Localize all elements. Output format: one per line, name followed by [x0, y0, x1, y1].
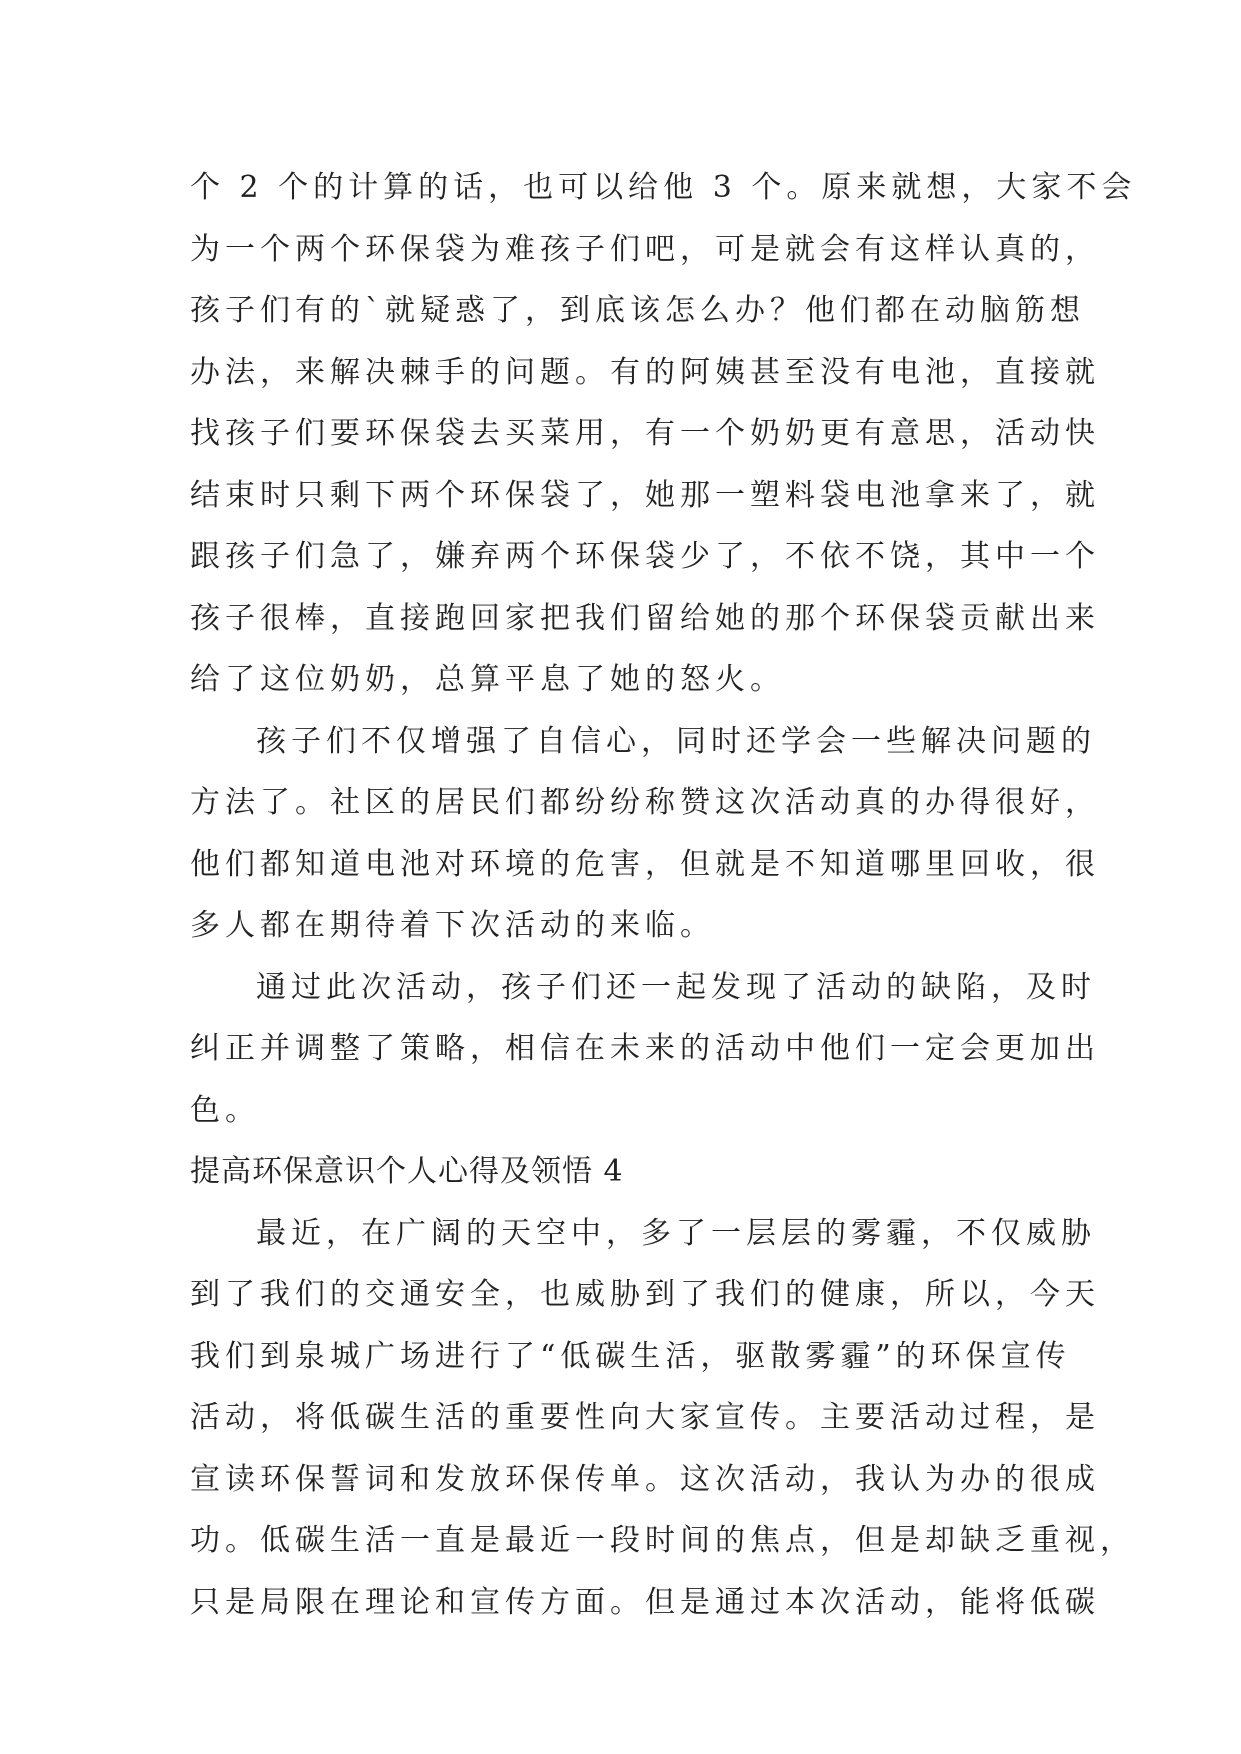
text-line: 为一个两个环保袋为难孩子们吧，可是就会有这样认真的， [190, 231, 1100, 267]
paragraph [190, 957, 1100, 1142]
text-line: 方法了。社区的居民们都纷纷称赞这次活动真的办得很好， [190, 785, 1100, 820]
text-line: 找孩子们要环保袋去买菜用，有一个奶奶更有意思，活动快 [190, 416, 1100, 451]
text-line: 纠正并调整了策略，相信在未来的活动中他们一定会更加出 [190, 1031, 1100, 1066]
text-line: 给了这位奶奶，总算平息了她的怒火。 [190, 662, 785, 697]
text-line: 办法，来解决棘手的问题。有的阿姨甚至没有电池，直接就 [190, 354, 1100, 390]
text-line: 孩子们有的`就疑惑了，到底该怎么办？他们都在动脑筋想 [190, 293, 1085, 328]
text-line: 色。 [190, 1092, 260, 1128]
text-line: 他们都知道电池对环境的危害，但就是不知道哪里回收，很 [190, 846, 1100, 882]
paragraph [190, 157, 1137, 711]
text-line: 多人都在期待着下次活动的来临。 [190, 908, 715, 943]
paragraph [190, 1203, 1135, 1634]
text-line: 我们到泉城广场进行了“低碳生活，驱散雾霾”的环保宣传 [190, 1338, 1071, 1374]
text-line: 只是局限在理论和宣传方面。但是通过本次活动，能将低碳 [190, 1584, 1100, 1620]
text-line: 活动，将低碳生活的重要性向大家宣传。主要活动过程，是 [190, 1400, 1100, 1435]
document-body [190, 157, 1137, 1633]
text-line: 到了我们的交通安全，也威胁到了我们的健康，所以，今天 [190, 1277, 1100, 1312]
heading-text: 提高环保意识个人心得及领悟 4 [190, 1154, 624, 1189]
text-line: 通过此次活动，孩子们还一起发现了活动的缺陷，及时 [256, 969, 1096, 1005]
text-line: 个 2 个的计算的话，也可以给他 3 个。原来就想，大家不会 [190, 170, 1137, 205]
text-line: 孩子们不仅增强了自信心，同时还学会一些解决问题的 [256, 723, 1096, 759]
text-line: 最近，在广阔的天空中，多了一层层的雾霾，不仅威胁 [256, 1215, 1096, 1251]
text-line: 结束时只剩下两个环保袋了，她那一塑料袋电池拿来了，就 [190, 477, 1100, 513]
text-line: 跟孩子们急了，嫌弃两个环保袋少了，不依不饶，其中一个 [190, 539, 1100, 574]
paragraph [190, 711, 1100, 957]
text-line: 孩子很棒，直接跑回家把我们留给她的那个环保袋贡献出来 [190, 600, 1100, 636]
text-line: 宣读环保誓词和发放环保传单。这次活动，我认为办的很成 [190, 1461, 1100, 1497]
section-heading [190, 1141, 1052, 1203]
text-line: 功。低碳生活一直是最近一段时间的焦点，但是却缺乏重视， [190, 1523, 1135, 1558]
